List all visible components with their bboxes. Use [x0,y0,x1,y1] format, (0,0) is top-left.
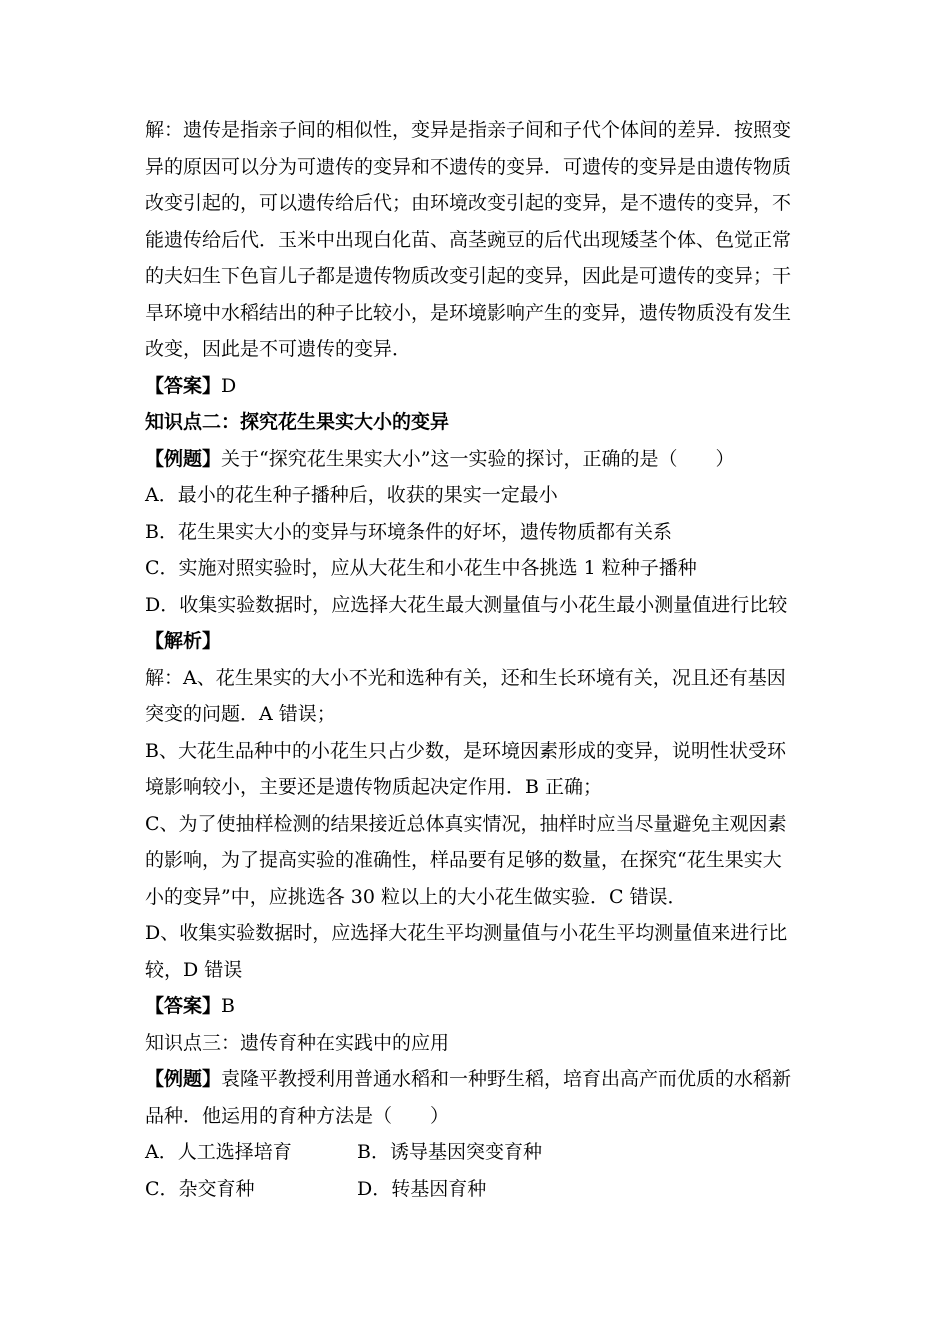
answer-value: D [221,374,237,397]
analysis-line: 解：A、花生果实的大小不光和选种有关，还和生长环境有关，况且还有基因 [145,666,786,689]
options-row-2 [145,1171,810,1208]
option-c: C．杂交育种 [145,1177,255,1200]
analysis-label: 【解析】 [145,630,222,652]
options-row-1 [145,1134,810,1171]
example-text: 袁隆平教授利用普通水稻和一种野生稻，培育出高产而优质的水稻新 [221,1068,792,1090]
option-d: D．收集实验数据时，应选择大花生最大测量值与小花生最小测量值进行比较 [145,593,788,616]
analysis-block-2 [145,660,810,989]
section-heading-3: 知识点三：遗传育种在实践中的应用 [145,1031,450,1054]
explanation-line: 解：遗传是指亲子间的相似性，变异是指亲子间和子代个体间的差异．按照变 [145,119,792,141]
explanation-line: 异的原因可以分为可遗传的变异和不遗传的变异．可遗传的变异是由遗传物质 [145,155,792,178]
analysis-line: 小的变异”中，应挑选各 30 粒以上的大小花生做实验．C 错误． [145,885,687,908]
document-page [145,112,810,1207]
example-text-cont: 品种．他运用的育种方法是（ ） [145,1104,450,1127]
example-text: 关于“探究花生果实大小”这一实验的探讨，正确的是（ ） [221,447,735,470]
answer-label: 【答案】 [145,995,222,1017]
example-question-3 [145,1061,810,1098]
analysis-line: 的影响，为了提高实验的准确性，样品要有足够的数量，在探究“花生果实大 [145,849,782,871]
answer-line-1 [145,368,810,405]
example-question-2 [145,441,810,478]
explanation-line: 的夫妇生下色盲儿子都是遗传物质改变引起的变异，因此是可遗传的变异；干 [145,265,792,287]
example-label: 【例题】 [145,1068,222,1090]
explanation-line: 改变，因此是不可遗传的变异． [145,338,412,360]
section-heading-2: 知识点二：探究花生果实大小的变异 [145,411,450,433]
option-a: A．人工选择培育 [145,1141,292,1163]
example-label: 【例题】 [145,447,222,470]
answer-line-2 [145,988,810,1025]
option-c: C．实施对照实验时，应从大花生和小花生中各挑选 1 粒种子播种 [145,557,697,579]
analysis-line: D、收集实验数据时，应选择大花生平均测量值与小花生平均测量值来进行比 [145,922,788,944]
explanation-line: 能遗传给后代．玉米中出现白化苗、高茎豌豆的后代出现矮茎个体、色觉正常 [145,228,792,251]
option-a: A．最小的花生种子播种后，收获的果实一定最小 [145,484,558,506]
option-d: D．转基因育种 [357,1177,487,1200]
analysis-line: C、为了使抽样检测的结果接近总体真实情况，抽样时应当尽量避免主观因素 [145,812,787,835]
answer-label: 【答案】 [145,374,222,397]
analysis-line: 较，D 错误 [145,958,243,981]
explanation-block-1 [145,112,810,368]
analysis-line: B、大花生品种中的小花生只占少数，是环境因素形成的变异，说明性状受环 [145,739,786,762]
analysis-line: 境影响较小，主要还是遗传物质起决定作用．B 正确； [145,776,603,798]
analysis-line: 突变的问题．A 错误； [145,703,336,725]
explanation-line: 改变引起的，可以遗传给后代；由环境改变引起的变异，是不遗传的变异，不 [145,192,792,214]
explanation-line: 旱环境中水稻结出的种子比较小，是环境影响产生的变异，遗传物质没有发生 [145,301,792,324]
answer-value: B [221,995,235,1017]
option-b: B．诱导基因突变育种 [357,1141,542,1163]
option-b: B．花生果实大小的变异与环境条件的好坏，遗传物质都有关系 [145,520,672,543]
